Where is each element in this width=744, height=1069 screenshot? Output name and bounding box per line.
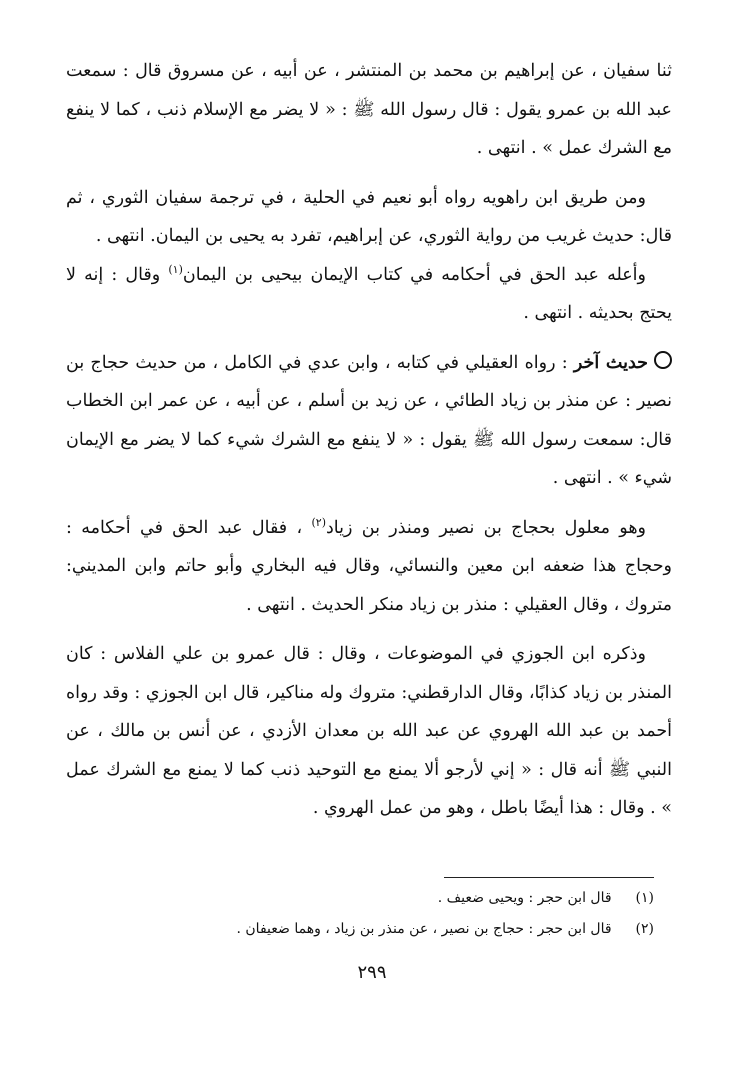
footnote-ref-1[interactable]: (١) [168, 262, 183, 276]
footnote-number: (١) [635, 890, 654, 906]
text-line: وقد رواه أحمد بن عبد الله الهروي عن عبد الله بن معدان الأزدي ، عن أنس بن [66, 682, 672, 741]
text-line: وهو معلول بحجاج بن نصير ومنذر بن زياد [325, 517, 646, 538]
text-line: وأعله عبد الحق في أحكامه في كتاب الإيمان بيحيى بن اليمان [182, 264, 646, 285]
footnotes [90, 883, 654, 945]
text-line: وذكره ابن الجوزي في الموضوعات ، وقال : قال عمرو بن علي الفلاس : [100, 644, 646, 664]
footnote-text: قال ابن حجر : حجاج بن نصير ، عن منذر بن زياد ، وهما ضعيفان . [236, 921, 612, 937]
text-line: كما لا ينفع مع الشرك عمل » . انتهى . [66, 99, 672, 158]
circle-bullet-icon [654, 351, 672, 369]
text-line: وقال : إنه [84, 264, 169, 285]
text-line: حجاج بن نصير : عن منذر بن زياد الطائي ، عن زيد بن أسلم ، عن أبيه ، عن عمر [66, 352, 672, 411]
text-line: ثنا سفيان ، عن إبراهيم بن محمد بن المنتشر ، عن أبيه ، عن مسروق قال : سمعت [66, 61, 672, 81]
text-line: ابن الخطاب قال: سمعت رسول الله ﷺ يقول : « لا ينفع مع الشرك شيء كما [66, 391, 672, 450]
text-line: ثم قال: حديث غريب من رواية الثوري، عن إبراهيم، تفرد به يحيى بن اليمان. انتهى . [66, 187, 672, 246]
text-line: : رواه العقيلي في كتابه ، وابن عدي في الكامل ، من حديث [135, 352, 574, 373]
main-text [66, 52, 672, 828]
paragraph-6 [66, 635, 672, 828]
paragraph-2 [66, 179, 672, 256]
page-number: ٢٩٩ [357, 962, 387, 983]
text-line: كان المنذر بن زياد كذابًا، وقال الدارقطني: متروك وله مناكير، قال ابن الجوزي : [66, 644, 672, 703]
paragraph-4 [66, 344, 672, 498]
text-line: لا يحتج بحديثه . انتهى . [66, 264, 672, 323]
paragraph-3 [66, 256, 672, 333]
text-line: مع الشرك عمل » . وقال : هذا أيضًا باطل ، وهو من عمل الهروي . [66, 759, 672, 818]
footnote-2 [90, 914, 654, 945]
footnote-ref-2[interactable]: (٢) [311, 515, 326, 529]
section-heading: حديث آخر [573, 352, 648, 373]
footnote-divider [444, 877, 654, 878]
text-line: متروك ، وقال العقيلي : منذر بن زياد منكر الحديث . انتهى . [246, 594, 672, 615]
footnote-text: قال ابن حجر : ويحيى ضعيف . [437, 890, 612, 906]
text-line: وحجاج هذا ضعفه ابن معين والنسائي، وقال فيه البخاري وأبو حاتم وابن المديني: [66, 556, 672, 576]
text-line: ومن طريق ابن راهويه رواه أبو نعيم في الحلية ، في ترجمة سفيان الثوري ، [89, 187, 646, 208]
text-line: ، فقال عبد الحق في أحكامه : [66, 517, 312, 538]
text-line: مالك ، عن النبي ﷺ أنه قال : « إني لأرجو ألا يمنع مع التوحيد ذنب كما لا يمنع [66, 721, 672, 780]
paragraph-1 [66, 52, 672, 168]
text-line: عبد الله بن عمرو يقول : قال رسول الله ﷺ : « لا يضر مع الإسلام ذنب ، [145, 99, 672, 120]
footnote-number: (٢) [635, 921, 654, 937]
footnote-1 [90, 883, 654, 914]
text-line: لا يضر مع الإيمان شيء » . انتهى . [66, 429, 672, 488]
paragraph-5 [66, 509, 672, 625]
